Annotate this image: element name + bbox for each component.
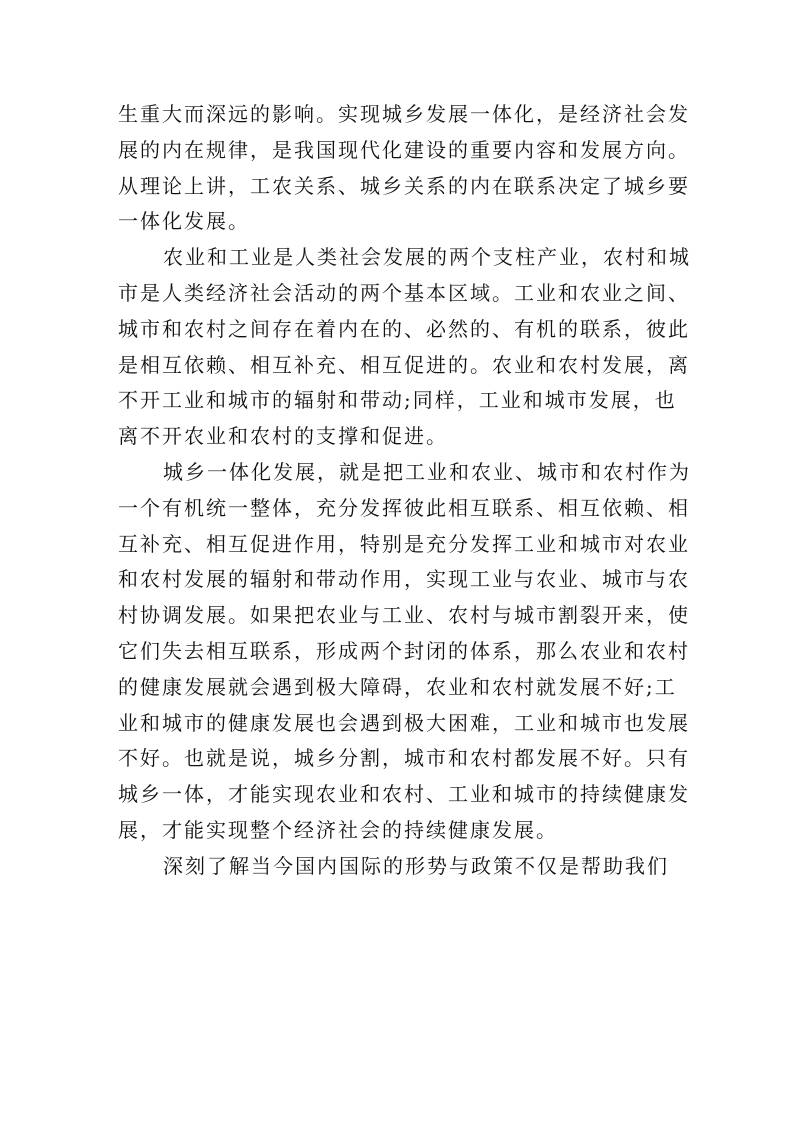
text-line: 城市和农村之间存在着内在的、必然的、有机的联系，彼此 bbox=[118, 316, 690, 341]
text-line: 一体化发展。 bbox=[118, 209, 250, 234]
text-line: 从理论上讲，工农关系、城乡关系的内在联系决定了城乡要 bbox=[118, 173, 690, 198]
text-line: 一个有机统一整体，充分发挥彼此相互联系、相互依赖、相 bbox=[118, 495, 690, 520]
text-line: 离不开农业和农村的支撑和促进。 bbox=[118, 424, 448, 449]
text-line: 是相互依赖、相互补充、相互促进的。农业和农村发展，离 bbox=[118, 352, 690, 377]
text-line: 不开工业和城市的辐射和带动;同样，工业和城市发展，也 bbox=[118, 388, 677, 413]
text-line: 市是人类经济社会活动的两个基本区域。工业和农业之间、 bbox=[118, 280, 690, 305]
body-text bbox=[118, 97, 691, 885]
text-line: 它们失去相互联系，形成两个封闭的体系，那么农业和农村 bbox=[118, 638, 690, 663]
text-line: 展的内在规律，是我国现代化建设的重要内容和发展方向。 bbox=[118, 137, 690, 162]
text-line: 农业和工业是人类社会发展的两个支柱产业，农村和城 bbox=[163, 245, 691, 270]
text-line: 不好。也就是说，城乡分割，城市和农村都发展不好。只有 bbox=[118, 746, 690, 771]
text-line: 深刻了解当今国内国际的形势与政策不仅是帮助我们 bbox=[163, 853, 669, 878]
text-line: 村协调发展。如果把农业与工业、农村与城市割裂开来，使 bbox=[118, 603, 690, 628]
text-line: 的健康发展就会遇到极大障碍，农业和农村就发展不好;工 bbox=[118, 674, 677, 699]
text-line: 业和城市的健康发展也会遇到极大困难，工业和城市也发展 bbox=[118, 710, 690, 735]
text-line: 城乡一体化发展，就是把工业和农业、城市和农村作为 bbox=[163, 459, 691, 484]
text-line: 互补充、相互促进作用，特别是充分发挥工业和城市对农业 bbox=[118, 531, 690, 556]
text-line: 展，才能实现整个经济社会的持续健康发展。 bbox=[118, 817, 558, 842]
text-line: 城乡一体，才能实现农业和农村、工业和城市的持续健康发 bbox=[118, 782, 690, 807]
text-line: 和农村发展的辐射和带动作用，实现工业与农业、城市与农 bbox=[118, 567, 690, 592]
text-line: 生重大而深远的影响。实现城乡发展一体化，是经济社会发 bbox=[118, 102, 690, 126]
